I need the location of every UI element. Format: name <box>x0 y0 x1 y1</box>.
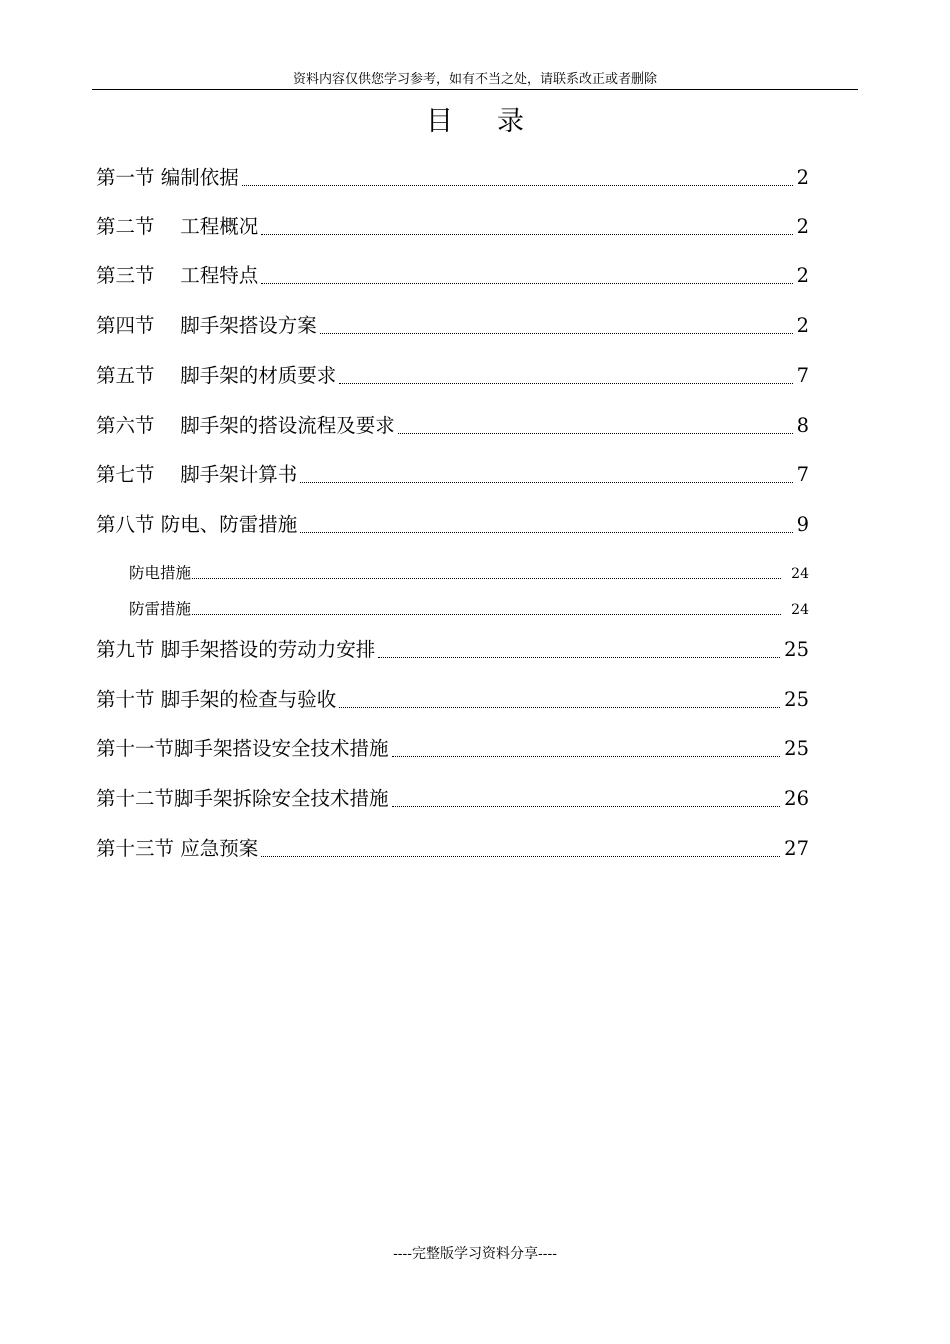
toc-leader-dots <box>300 481 792 483</box>
toc-entry-label: 第七节 脚手架计算书 <box>96 463 298 486</box>
toc-leader-dots <box>192 613 781 615</box>
toc-entry-label: 第五节 脚手架的材质要求 <box>96 364 337 387</box>
toc-entry-10[interactable] <box>96 685 809 715</box>
toc-leader-dots <box>261 282 792 284</box>
toc-entry-page: 7 <box>796 364 809 387</box>
toc-subentry-label: 防电措施 <box>129 564 192 582</box>
toc-leader-dots <box>339 382 792 384</box>
toc-leader-dots <box>261 855 780 857</box>
toc-title-left: 目 <box>426 106 453 137</box>
toc-subentry-page: 24 <box>791 602 809 618</box>
toc-entry-12[interactable] <box>96 784 809 814</box>
toc-entry-label: 第九节 脚手架搭设的劳动力安排 <box>96 638 376 661</box>
toc-subentry-2[interactable] <box>129 597 809 621</box>
toc-subentry-page: 24 <box>791 566 809 582</box>
toc-entry-page: 2 <box>796 264 809 287</box>
toc-entry-page: 9 <box>796 513 809 536</box>
toc-entry-page: 2 <box>796 314 809 337</box>
toc-entry-label: 第二节 工程概况 <box>96 215 259 238</box>
toc-entry-3[interactable] <box>96 261 809 291</box>
toc-entry-9[interactable] <box>96 635 809 665</box>
toc-entry-page: 8 <box>796 414 809 437</box>
toc-entry-label: 第八节 防电、防雷措施 <box>96 513 298 536</box>
toc-leader-dots <box>378 656 780 658</box>
toc-leader-dots <box>192 577 781 579</box>
toc-entry-page: 7 <box>796 463 809 486</box>
page-footer: ----完整版学习资料分享---- <box>393 1246 557 1262</box>
toc-entry-page: 2 <box>796 215 809 238</box>
toc-subentry-1[interactable] <box>129 561 809 585</box>
toc-entry-label: 第十一节脚手架搭设安全技术措施 <box>96 737 389 760</box>
toc-entry-page: 25 <box>784 638 809 661</box>
toc-entry-1[interactable] <box>96 163 809 193</box>
toc-entry-page: 2 <box>796 166 809 189</box>
toc-leader-dots <box>320 332 793 334</box>
toc-leader-dots <box>339 706 780 708</box>
toc-leader-dots <box>300 531 792 533</box>
page-header: 资料内容仅供您学习参考，如有不当之处，请联系改正或者删除 <box>92 70 858 90</box>
toc-subentry-label: 防雷措施 <box>129 600 192 618</box>
toc-entry-7[interactable] <box>96 460 809 490</box>
toc-entry-label: 第一节 编制依据 <box>96 166 239 189</box>
toc-entry-label: 第四节 脚手架搭设方案 <box>96 314 317 337</box>
toc-leader-dots <box>398 432 793 434</box>
toc-entry-11[interactable] <box>96 734 809 764</box>
toc-entry-page: 27 <box>784 837 809 860</box>
toc-entry-4[interactable] <box>96 311 809 341</box>
toc-title <box>0 104 950 140</box>
toc-entry-13[interactable] <box>96 834 809 864</box>
toc-entry-label: 第十节 脚手架的检查与验收 <box>96 688 337 711</box>
toc-entry-page: 26 <box>784 787 809 810</box>
toc-entry-2[interactable] <box>96 212 809 242</box>
toc-entry-8[interactable] <box>96 510 809 540</box>
toc-entry-label: 第三节 工程特点 <box>96 264 259 287</box>
toc-title-right: 录 <box>497 106 524 137</box>
toc-leader-dots <box>261 233 792 235</box>
toc-entry-label: 第十三节 应急预案 <box>96 837 259 860</box>
toc-leader-dots <box>392 805 781 807</box>
toc-entry-page: 25 <box>784 688 809 711</box>
toc-entry-5[interactable] <box>96 361 809 391</box>
toc-entry-label: 第十二节脚手架拆除安全技术措施 <box>96 787 389 810</box>
toc-entry-6[interactable] <box>96 411 809 441</box>
toc-leader-dots <box>242 184 793 186</box>
toc-entry-page: 25 <box>784 737 809 760</box>
toc-entry-label: 第六节 脚手架的搭设流程及要求 <box>96 414 395 437</box>
toc-leader-dots <box>392 755 781 757</box>
